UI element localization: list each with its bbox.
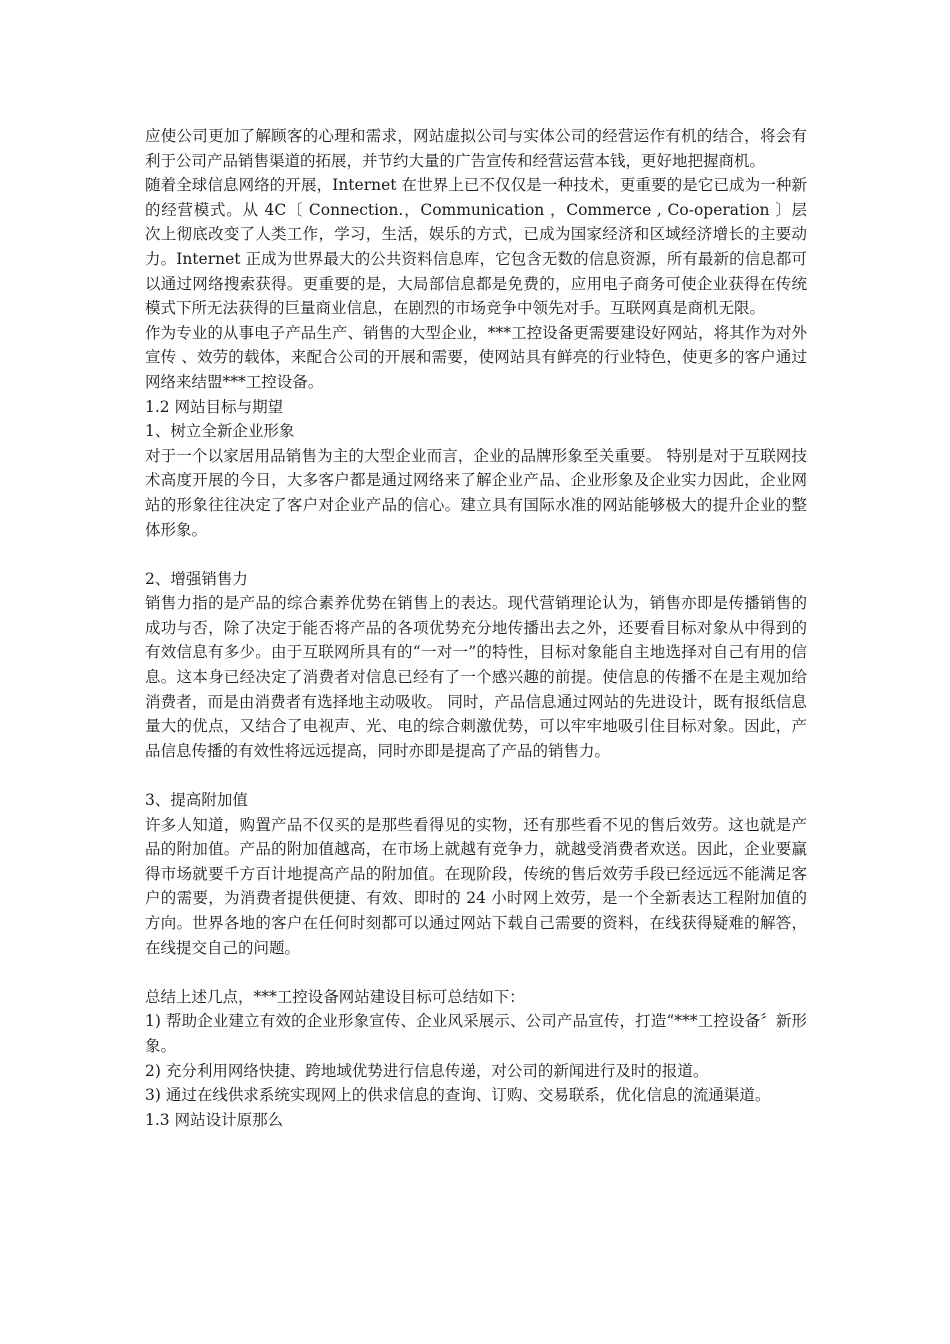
document-body [145,124,807,1132]
paragraph-summary-intro: 总结上述几点，***工控设备网站建设目标可总结如下： [145,987,525,1006]
paragraph-added-value: 许多人知道，购置产品不仅买的是那些看得见的实物，还有那些看不见的售后效劳。这也就是产品的附加值。产品的附加值越高，在市场上就越有竞争力，就越受消费者欢送。因此，企业要赢得市场就要千方百计地提高产品的附加值。在现阶段，传统的售后效劳手段已经远远不能满足客户的需要，为消费者提供便捷、有效、即时的 24 小时网上效劳，是一个全新表达工程附加值的方向。世界各地的客户在任何时刻都可以通过网站下载自己需要的资料，在线获得疑难的解答，在线提交自己的问题。 [145,815,807,957]
paragraph-intro-continued: 应使公司更加了解顾客的心理和需求，网站虚拟公司与实体公司的经营运作有机的结合，将会有利于公司产品销售渠道的拓展，并节约大量的广告宣传和经营运营本钱，更好地把握商机。 [145,127,807,170]
blank-line [145,542,807,567]
subheading-sales-power: 2、增强销售力 [145,569,248,588]
subheading-added-value: 3、提高附加值 [145,791,248,810]
paragraph-brand-image: 对于一个以家居用品销售为主的大型企业而言，企业的品牌形象至关重要。 特别是对于互联网技术高度开展的今日，大多客户都是通过网络来了解企业产品、企业形象及企业实力因此，企业网站的形象往往决定了客户对企业产品的信心。建立具有国际水准的网站能够极大的提升企业的整体形象。 [145,446,807,539]
blank-line [145,960,807,985]
list-item-goal-3: 3) 通过在线供求系统实现网上的供求信息的查询、订购、交易联系，优化信息的流通渠道。 [145,1086,771,1105]
paragraph-company-website-need: 作为专业的从事电子产品生产、销售的大型企业，***工控设备更需要建设好网站，将其作为对外宣传 、效劳的载体，来配合公司的开展和需要，使网站具有鲜亮的行业特色，使更多的客户通过网络来结盟***工控设备。 [145,323,807,391]
paragraph-internet-development: 随着全球信息网络的开展，Internet 在世界上已不仅仅是一种技术，更重要的是它已成为一种新的经营模式。从 4C〔 Connection.，Communication ，Commerce , Co-operation 〕层次上彻底改变了人类工作，学习，生活，娱乐的方式，已成为国家经济和区域经济增长的主要动力。Internet 正成为世界最大的公共资料信息库，它包含无数的信息资源，所有最新的信息都可以通过网络搜索获得。更重要的是，大局部信息都是免费的，应用电子商务可使企业获得在传统模式下所无法获得的巨量商业信息，在剧烈的市场竞争中领先对手。互联网真是商机无限。 [145,176,807,318]
section-heading-1-3: 1.3 网站设计原那么 [145,1110,284,1129]
paragraph-sales-power: 销售力指的是产品的综合素养优势在销售上的表达。现代营销理论认为，销售亦即是传播销售的成功与否，除了决定于能否将产品的各项优势充分地传播出去之外，还要看目标对象从中得到的有效信息有多少。由于互联网所具有的“一对一”的特性，目标对象能自主地选择对自己有用的信息。这本身已经决定了消费者对信息已经有了一个感兴趣的前提。使信息的传播不在是主观加给消费者，而是由消费者有选择地主动吸收。 同时，产品信息通过网站的先进设计，既有报纸信息量大的优点，又结合了电视声、光、电的综合刺激优势，可以牢牢地吸引住目标对象。因此，产品信息传播的有效性将远远提高，同时亦即是提高了产品的销售力。 [145,594,807,760]
section-heading-1-2: 1.2 网站目标与期望 [145,397,284,416]
list-item-goal-1: 1) 帮助企业建立有效的企业形象宣传、企业风采展示、公司产品宣传，打造“***工控设备〞新形象。 [145,1012,807,1055]
blank-line [145,763,807,788]
subheading-brand-image: 1、树立全新企业形象 [145,422,295,441]
list-item-goal-2: 2) 充分利用网络快捷、跨地域优势进行信息传递，对公司的新闻进行及时的报道。 [145,1061,709,1080]
